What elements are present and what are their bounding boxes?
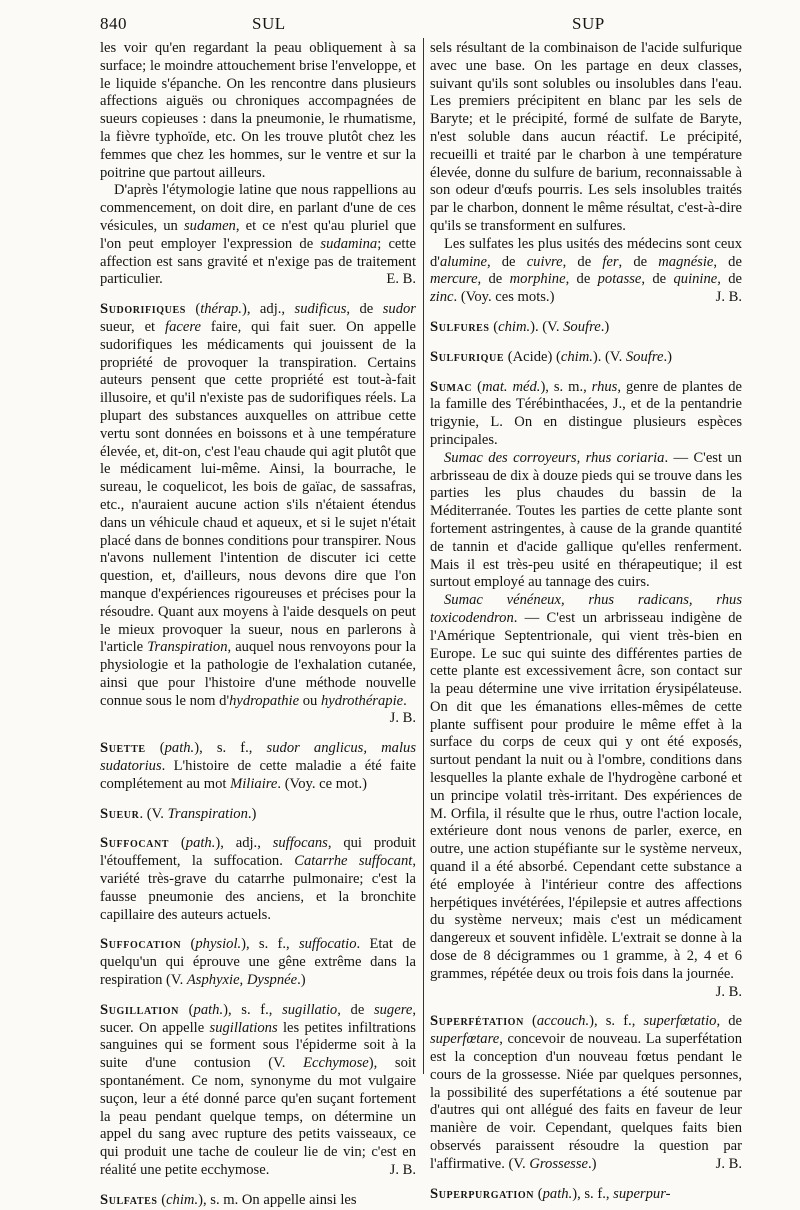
sumac-corroyeurs-paragraph: Sumac des corroyeurs, rhus coriaria. — C'est un arbrisseau de dix à douze pieds qui se trouve dans les parties les plus chaudes du bassin de la Méditerranée. Toutes les parties de cette plante sont fortement astringentes, à cause de la grande quantité de tannin et d'acide gallique qu'elles renferment. Mais il est très-peu usité en thérapeutique; il est surtout employé au tannage des cuirs. <box>430 449 742 591</box>
right-column <box>430 40 742 1203</box>
entry-sugillation: Sugillation (path.), s. f., sugillatio, de sugere, sucer. On appelle sugillations les petites infiltrations sanguines qui se forment sous l'épiderme soit à la suite d'une contusion (V. Ecchymose), soit spontanément. Ce nom, synonyme du mot vulgaire suçon, leur a été donné parce qu'en suçant fortement la peau pendant quelque temps, on détermine un appel du sang avec rupture des petits vaisseaux, ce qui produit une tache de couleur lie de vin; c'est en réalité une petite ecchymose. J. B. <box>100 1001 416 1179</box>
headword: Sumac <box>430 378 473 395</box>
headword: Superfétation <box>430 1013 524 1030</box>
author-signature: J. B. <box>715 1155 742 1172</box>
headword: Suffocant <box>100 835 170 852</box>
author-signature: J. B. <box>715 289 742 306</box>
sudamina-continuation: les voir qu'en regardant la peau obliquement à sa surface; le moindre attouchement brise l'enveloppe, et le liquide s'épanche. On les rencontre dans plusieurs affections aiguës ou chroniques accompagnées de sueurs copieuses : dans la pneumonie, le rhumatisme, la fièvre typhoïde, etc. On les trouve plutôt chez les femmes que chez les hommes, sur le ventre et sur la poitrine que partout ailleurs. <box>100 40 416 181</box>
left-column <box>100 40 416 1210</box>
page-number: 840 <box>100 14 127 33</box>
headword: Sulfurique <box>430 348 505 365</box>
headword: Suette <box>100 740 146 757</box>
left-running-head: SUL <box>252 14 286 33</box>
headword: Suffocation <box>100 936 182 953</box>
sudamina-etymology-paragraph: D'après l'étymologie latine que nous rappellions au commencement, on doit dire, en parlant d'une de ces vésicules, un sudamen, et ce n'est qu'au pluriel que l'on peut employer l'expression de sudamina; cette affection est sans gravité et n'exige pas de traitement particulier. E. B. <box>100 182 416 288</box>
sulfates-usage-paragraph: Les sulfates les plus usités des médecins sont ceux d'alumine, de cuivre, de fer, de magnésie, de mercure, de morphine, de potasse, de quinine, de zinc. (Voy. ces mots.) J. B. <box>430 235 742 306</box>
entry-superpurgation: Superpurgation (path.), s. f., superpur- <box>430 1185 671 1202</box>
author-signature: J. B. <box>389 710 416 727</box>
author-signature: J. B. <box>389 1162 416 1179</box>
headword: Sudorifiques <box>100 301 186 318</box>
entry-sulfurique: Sulfurique (Acide) (chim.). (V. Soufre.) <box>430 348 672 365</box>
right-running-head: SUP <box>572 14 605 33</box>
entry-suette: Suette (path.), s. f., sudor anglicus, malus sudatorius. L'histoire de cette maladie a été faite complétement au mot Miliaire. (Voy. ce mot.) <box>100 740 416 792</box>
headword: Sulfates <box>100 1191 158 1208</box>
sulfates-continuation: sels résultant de la combinaison de l'acide sulfurique avec une base. On les partage en deux classes, suivant qu'ils sont solubles ou insolubles dans l'eau. Les premiers précipitent en blanc par les sels de Baryte; et le précipité, formé de sulfate de Baryte, n'est soluble dans aucun réactif. Le précipité, recueilli et traité par le charbon à une température élevée, donne du sulfure de barium, reconnaissable à son odeur d'œufs pourris. Les sels insolubles traités par le charbon, donnent le même résultat, c'est-à-dire qu'ils se transforment en sulfures. <box>430 40 742 234</box>
entry-sumac: Sumac (mat. méd.), s. m., rhus, genre de plantes de la famille des Térébinthacées, J., et de la pentandrie trigynie, L. On en distingue plusieurs espèces principales. <box>430 378 742 448</box>
headword: Sulfures <box>430 318 490 335</box>
entry-sueur: Sueur. (V. Transpiration.) <box>100 805 257 822</box>
column-divider <box>423 38 424 1074</box>
entry-sudorifiques: Sudorifiques (thérap.), adj., sudificus, de sudor sueur, et facere faire, qui fait suer. On appelle sudorifiques les médicaments qui jouissent de la propriété de provoquer la transpiration. Certains auteurs pensent que cette propriété est tout-à-fait illusoire, et qu'il n'existe pas de sudorifiques réels. La plupart des substances auxquelles on attribue cette vertu sont données en boissons et à une température élevée, et, dit-on, c'est l'eau chaude qui agit plutôt que le médicament lui-même. Ainsi, la bourrache, le sureau, le coquelicot, les bois de gaïac, de sassafras, etc., n'auraient aucune action s'ils n'étaient étendus dans un véhicule chaud et aqueux, et si le sujet n'était placé dans de bonnes conditions pour transpirer. Nous n'avons nullement l'intention de discuter ici cette question, et, d'ailleurs, nous devons dire que l'on manque d'expériences rigoureuses et précises pour la résoudre. Quant aux moyens à l'aide desquels on peut le mieux provoquer la sueur, nous en parlerons à l'article Transpiration, auquel nous renvoyons pour la physiologie et la pathologie de l'exhalation cutanée, ainsi que pour l'histoire d'une méthode nouvelle connue sous le nom d'hydropathie ou hydrothérapie. J. B. <box>100 301 416 727</box>
headword: Superpurgation <box>430 1185 535 1202</box>
entry-sulfates: Sulfates (chim.), s. m. On appelle ainsi les <box>100 1191 357 1208</box>
author-signature: E. B. <box>386 271 416 288</box>
headword: Sueur <box>100 805 140 822</box>
sumac-veneneux-paragraph: Sumac vénéneux, rhus radicans, rhus toxicodendron. — C'est un arbrisseau indigène de l'Amérique Septentrionale, qui vient très-bien en Europe. Le suc qui suinte des différentes parties de cette plante est excessivement âcre, son contact sur la peau détermine une vive irritation érysipélateuse. On dit que les émanations elles-mêmes de cette plante suffisent pour produire le même effet à la surface du corps de ceux qui y ont été exposés, surtout pendant la nuit ou à l'ombre, conditions dans lesquelles la plante exhale de l'hydrogène carboné et un principe volatil très-irritant. Des expériences de M. Orfila, il résulte que le rhus, outre l'action locale, extérieure dont nous venons de parler, exerce, en outre, une action stupéfiante sur le système nerveux, quand il a été absorbé. Cependant cette substance a été employée à l'intérieur contre des affections herpétiques invétérées, l'épilepsie et autres affections du système nerveux; mais c'est un médicament dangereux et souvent infidèle. L'extrait se donne à la dose de 8 décigrammes ou 1 gramme, à 2, 4 et 6 grammes, répétée deux ou trois fois dans la journée. J. B. <box>430 592 742 1000</box>
entry-superfetation: Superfétation (accouch.), s. f., superfœtatio, de superfœtare, concevoir de nouveau. La superfétation est la conception d'un nouveau fœtus pendant le cours de la grossesse. Niée par quelques personnes, la possibilité des superfétations a été soutenue par d'autres qui ont allégué des faits en faveur de leur manière de voir. Cependant, quelques faits bien observés paraissent résoudre la question par l'affirmative. (V. Grossesse.) J. B. <box>430 1013 742 1172</box>
entry-suffocant: Suffocant (path.), adj., suffocans, qui produit l'étouffement, la suffocation. Catarrhe suffocant, variété très-grave du catarrhe pulmonaire; c'est la fausse pneumonie des anciens, et la bronchite capillaire des auteurs actuels. <box>100 835 416 923</box>
author-signature: J. B. <box>715 983 742 1000</box>
entry-sulfures: Sulfures (chim.). (V. Soufre.) <box>430 318 610 335</box>
headword: Sugillation <box>100 1001 179 1018</box>
entry-suffocation: Suffocation (physiol.), s. f., suffocatio. Etat de quelqu'un qui éprouve une gêne extrême dans la respiration (V. Asphyxie, Dyspnée.) <box>100 936 416 989</box>
